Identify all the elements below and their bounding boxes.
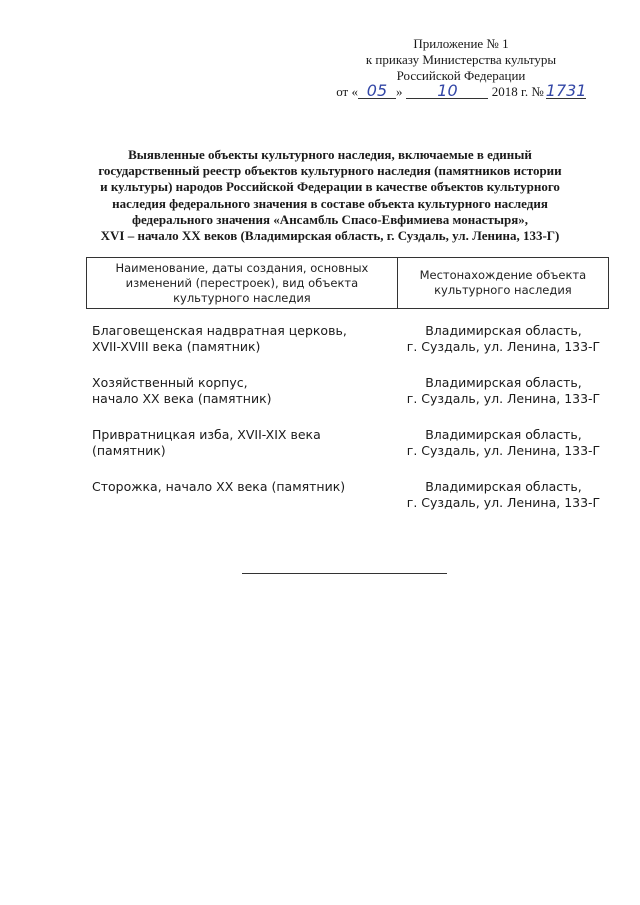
handwritten-order-number: 1731	[545, 81, 587, 100]
object-name-line: Благовещенская надвратная церковь,	[92, 323, 347, 338]
handwritten-month: 10	[406, 84, 488, 99]
object-name-line: XVII-XVIII века (памятник)	[92, 339, 261, 354]
object-location-line: Владимирская область,	[425, 427, 582, 442]
appendix-header	[330, 36, 592, 100]
title-line: наследия федерального значения в составе объекта культурного наследия	[112, 195, 548, 211]
object-name	[86, 427, 398, 459]
table-row	[86, 323, 609, 355]
object-location	[398, 427, 609, 459]
table-header	[86, 257, 609, 309]
appendix-number: Приложение № 1	[413, 36, 509, 51]
object-location-line: г. Суздаль, ул. Ленина, 133-Г	[406, 391, 601, 406]
object-name-line: Хозяйственный корпус,	[92, 375, 248, 390]
table-row	[86, 479, 609, 511]
object-name	[86, 375, 398, 407]
header-location-column: Местонахождение объекта культурного наследия	[419, 268, 587, 297]
title-line: и культуры) народов Российской Федерации в качестве объектов культурного	[100, 179, 560, 195]
object-location-line: Владимирская область,	[425, 323, 582, 338]
object-name-line: Привратницкая изба, XVII-XIX века	[92, 427, 321, 442]
title-line: XVI – начало XX веков (Владимирская область, г. Суздаль, ул. Ленина, 133-Г)	[100, 228, 560, 244]
title-line: государственный реестр объектов культурного наследия (памятников истории	[98, 163, 562, 179]
object-location-line: г. Суздаль, ул. Ленина, 133-Г	[406, 495, 601, 510]
table-body	[86, 323, 609, 511]
table-row	[86, 375, 609, 407]
object-location-line: г. Суздаль, ул. Ленина, 133-Г	[406, 339, 601, 354]
date-close-quote: »	[395, 84, 403, 99]
object-location	[398, 323, 609, 355]
appendix-order-ref: к приказу Министерства культуры	[365, 52, 557, 67]
object-location-line: Владимирская область,	[425, 479, 582, 494]
date-prefix: от «	[336, 84, 358, 99]
table-row	[86, 427, 609, 459]
heritage-objects-table	[86, 257, 609, 531]
title-line: федерального значения «Ансамбль Спасо-Евфимиева монастыря»,	[131, 211, 529, 227]
appendix-country: Российской Федерации	[396, 68, 526, 83]
object-name-line: (памятник)	[92, 443, 166, 458]
object-name-line: Сторожка, начало XX века (памятник)	[92, 479, 346, 494]
object-location	[398, 375, 609, 407]
order-date-line	[330, 81, 592, 100]
title-line: Выявленные объекты культурного наследия, включаемые в единый	[128, 147, 532, 162]
header-name-column: Наименование, даты создания, основных изменений (перестроек), вид объекта культурного наследия	[87, 258, 398, 308]
object-location	[398, 479, 609, 511]
document-title	[70, 147, 590, 244]
object-name	[86, 479, 398, 511]
end-separator-line	[242, 573, 447, 574]
object-name	[86, 323, 398, 355]
object-name-line: начало XX века (памятник)	[92, 391, 272, 406]
handwritten-day: 05	[358, 84, 396, 99]
object-location-line: Владимирская область,	[425, 375, 582, 390]
object-location-line: г. Суздаль, ул. Ленина, 133-Г	[406, 443, 601, 458]
year-text: 2018 г. №	[491, 84, 544, 99]
